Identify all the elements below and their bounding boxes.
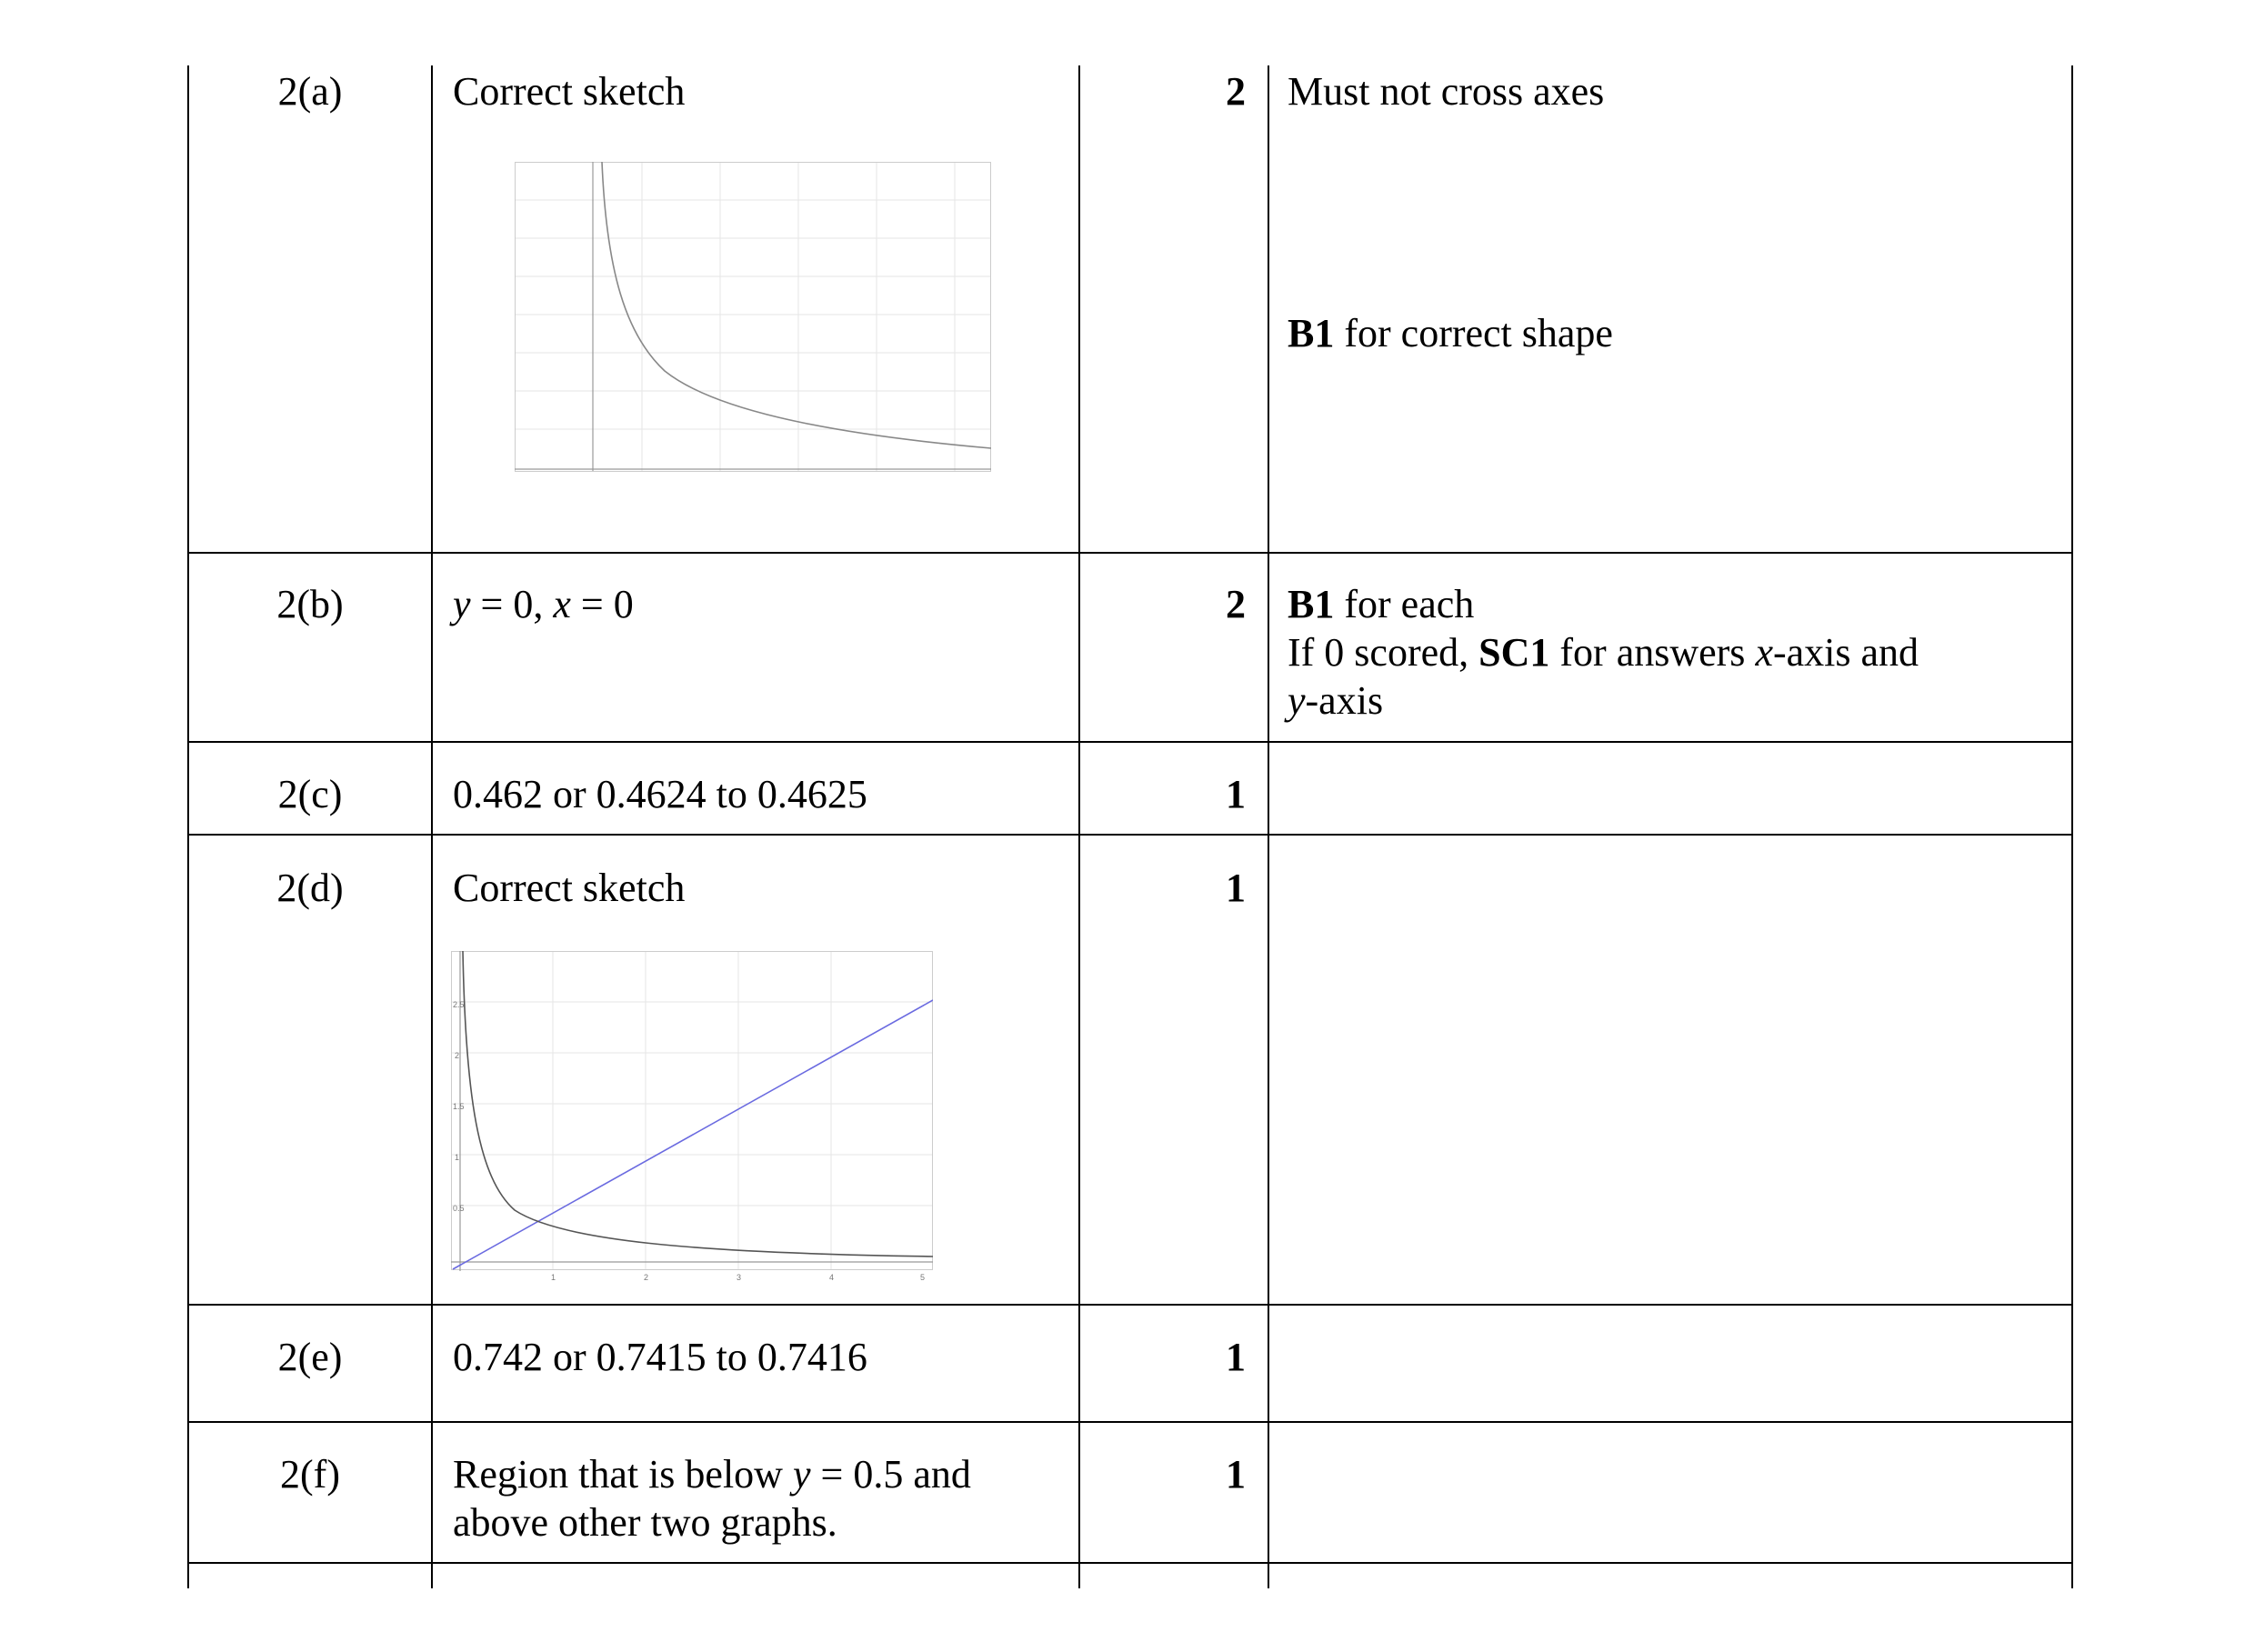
answer-text	[453, 580, 634, 628]
answer-text: = 0.5 and	[810, 1452, 971, 1497]
y-tick-label: 2	[455, 1051, 460, 1060]
table-right-border	[2071, 65, 2073, 1588]
marks: 1	[1226, 1335, 1246, 1379]
straight-line-graph	[453, 1000, 933, 1269]
row-divider	[187, 741, 2073, 743]
sketch-d-graph	[451, 951, 933, 1286]
guidance-text: for each	[1334, 582, 1475, 626]
answer-line-1	[453, 1450, 971, 1498]
question-number: 2(a)	[277, 69, 343, 114]
question-number: 2(b)	[276, 582, 344, 626]
answer-line-2: above other two graphs.	[453, 1500, 837, 1545]
x-tick-label: 5	[920, 1273, 926, 1282]
question-number: 2(d)	[276, 866, 344, 910]
guidance-text: Must not cross axes	[1288, 69, 1605, 114]
guidance-text: -axis	[1305, 678, 1384, 723]
answer-text: 0.462 or 0.4624 to 0.4625	[453, 772, 867, 816]
marks: 1	[1226, 772, 1246, 816]
guidance-line-2	[1288, 628, 1919, 676]
answer-part: = 0	[570, 582, 634, 626]
answer-text: Region that is below	[453, 1452, 793, 1497]
guidance-bold: SC1	[1478, 630, 1550, 675]
guidance-line-1	[1288, 580, 1474, 628]
y-tick-label: 2.5	[453, 1000, 465, 1009]
column-divider-1	[431, 65, 433, 1588]
answer-text: Correct sketch	[453, 69, 686, 114]
question-number: 2(f)	[280, 1452, 340, 1497]
variable-y: y	[453, 582, 471, 626]
marks: 2	[1226, 69, 1246, 114]
question-number: 2(e)	[277, 1335, 343, 1379]
row-divider	[187, 1562, 2073, 1564]
sketch-a-graph	[515, 162, 991, 480]
question-number: 2(c)	[277, 772, 343, 816]
y-tick-label: 0.5	[453, 1204, 465, 1213]
guidance-line-3	[1288, 676, 1383, 725]
answer-text: Correct sketch	[453, 866, 686, 910]
row-divider	[187, 834, 2073, 836]
row-divider	[187, 1304, 2073, 1306]
variable-y: y	[1288, 678, 1306, 723]
guidance-text: for answers	[1549, 630, 1756, 675]
marks: 2	[1226, 582, 1246, 626]
column-divider-3	[1268, 65, 1269, 1588]
x-tick-label: 2	[644, 1273, 649, 1282]
guidance-b1	[1288, 309, 1613, 357]
variable-x: x	[553, 582, 571, 626]
guidance-text: for correct shape	[1334, 311, 1613, 355]
marks: 1	[1226, 1452, 1246, 1497]
answer-text: 0.742 or 0.7415 to 0.7416	[453, 1335, 867, 1379]
x-tick-label: 3	[737, 1273, 742, 1282]
guidance-text: -axis and	[1772, 630, 1919, 675]
x-tick-label: 4	[829, 1273, 835, 1282]
x-tick-label: 1	[551, 1273, 556, 1282]
row-divider	[187, 552, 2073, 554]
y-tick-label: 1	[455, 1153, 460, 1162]
marks: 1	[1226, 866, 1246, 910]
y-tick-label: 1.5	[453, 1102, 465, 1111]
variable-y: y	[792, 1452, 811, 1497]
row-divider	[187, 1421, 2073, 1423]
guidance-text: If 0 scored,	[1288, 630, 1479, 675]
guidance-bold: B1	[1288, 582, 1335, 626]
reciprocal-curve	[602, 162, 991, 448]
variable-x: x	[1755, 630, 1773, 675]
guidance-bold: B1	[1288, 311, 1335, 355]
answer-part: = 0,	[470, 582, 554, 626]
